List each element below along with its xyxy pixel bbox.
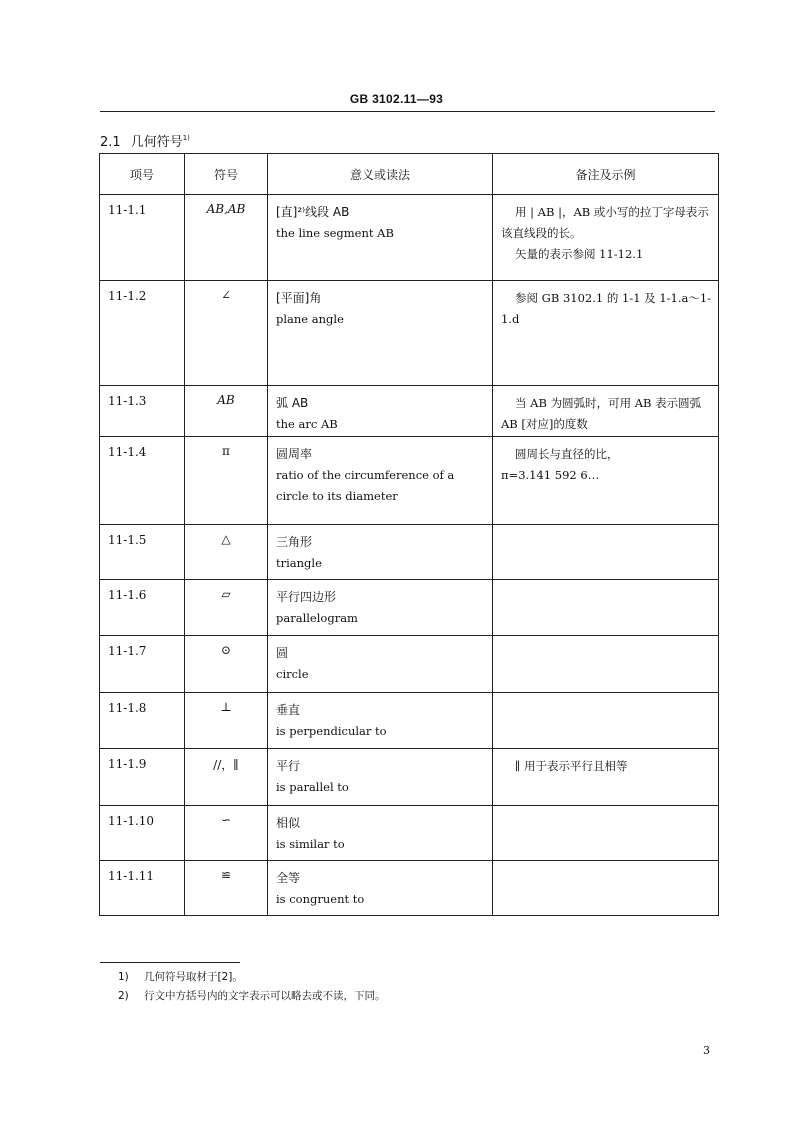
meaning-cell [268,861,493,916]
meaning-cell [268,386,493,437]
meaning-chinese: 垂直 [276,703,301,717]
meaning-chinese: 平行四边形 [276,590,337,604]
table-row [100,525,719,580]
symbol-cell [185,636,268,693]
meaning-chinese: 圆 [276,646,289,660]
meaning-chinese: 三角形 [276,535,313,549]
note-line: 圆周长与直径的比， [515,447,619,461]
note-line: 矢量的表示参阅 11-12.1 [515,247,644,261]
section-number: 2.1 [100,135,121,150]
note-line: 用 | AB |，AB 或小写的拉丁字母表示该直线段的长。 [501,205,709,240]
table-row [100,386,719,437]
footnote-text: 几何符号取材于[2]。 [144,971,243,983]
symbol: ⊥ [220,700,232,714]
meaning-cell [268,437,493,525]
note-line: ∥ 用于表示平行且相等 [515,759,628,773]
symbol-cell [185,386,268,437]
meaning-english: plane angle [276,312,344,326]
item-number: 11-1.11 [100,861,185,916]
symbol: AB [217,393,235,407]
notes-cell [493,195,719,281]
notes-cell [493,861,719,916]
symbol: ▱ [221,587,231,601]
meaning-english: ratio of the circumference of a circle to its diameter [276,468,455,503]
notes-cell [493,749,719,806]
meaning-cell [268,281,493,386]
notes-cell [493,525,719,580]
note-line: 当 AB 为圆弧时，可用 AB 表示圆弧 AB [对应]的度数 [501,396,702,431]
meaning-chinese: 相似 [276,816,301,830]
meaning-chinese: 全等 [276,871,301,885]
notes-cell [493,281,719,386]
note-line: 参阅 GB 3102.1 的 1-1 及 1-1.a～1-1.d [501,291,712,326]
symbol: ≌ [220,868,232,882]
meaning-chinese: [直]²⁾线段 AB [276,205,350,219]
meaning-chinese: [平面]角 [276,291,322,305]
footnote [118,988,386,1003]
symbol: △ [221,532,231,546]
section-footnote-mark: 1) [182,134,190,142]
symbol-cell [185,281,268,386]
table-row [100,195,719,281]
meaning-chinese: 圆周率 [276,447,313,461]
geometry-symbols-table [99,153,719,916]
notes-cell [493,580,719,636]
symbol-cell [185,195,268,281]
symbol-cell [185,693,268,749]
meaning-english: is perpendicular to [276,724,387,738]
symbol-cell [185,525,268,580]
section-title-text: 几何符号 [130,135,183,150]
table-row [100,749,719,806]
table-row [100,636,719,693]
footnote-number: 2) [118,990,129,1002]
symbol: ⊙ [220,643,232,657]
meaning-english: circle [276,667,309,681]
column-header-symbol: 符号 [185,154,268,195]
meaning-english: triangle [276,556,322,570]
symbol: π [222,444,230,458]
meaning-cell [268,636,493,693]
meaning-english: parallelogram [276,611,358,625]
item-number: 11-1.7 [100,636,185,693]
meaning-cell [268,806,493,861]
table-row [100,580,719,636]
table-row [100,806,719,861]
section-title [100,131,190,150]
column-header-item: 项号 [100,154,185,195]
page-number: 3 [703,1044,710,1057]
symbol-cell [185,749,268,806]
meaning-cell [268,749,493,806]
meaning-english: is parallel to [276,780,349,794]
item-number: 11-1.1 [100,195,185,281]
footnote-divider [100,962,240,963]
item-number: 11-1.6 [100,580,185,636]
notes-cell [493,636,719,693]
footnote-text: 行文中方括号内的文字表示可以略去或不读，下同。 [144,990,386,1002]
column-header-notes: 备注及示例 [493,154,719,195]
notes-cell [493,806,719,861]
notes-cell [493,693,719,749]
symbol-cell [185,580,268,636]
meaning-english: is similar to [276,837,345,851]
table-row [100,693,719,749]
column-header-meaning: 意义或读法 [268,154,493,195]
table-row [100,281,719,386]
symbol-cell [185,861,268,916]
symbol: AB,AB [206,202,246,216]
table-row [100,437,719,525]
item-number: 11-1.3 [100,386,185,437]
item-number: 11-1.4 [100,437,185,525]
meaning-cell [268,525,493,580]
notes-cell [493,437,719,525]
meaning-english: is congruent to [276,892,365,906]
note-line: π=3.141 592 6… [501,468,600,482]
item-number: 11-1.9 [100,749,185,806]
table-header-row [100,154,719,195]
footnote [118,969,243,984]
meaning-chinese: 平行 [276,759,301,773]
meaning-cell [268,195,493,281]
item-number: 11-1.8 [100,693,185,749]
symbol: ∠ [220,288,232,302]
symbol: ∽ [220,813,232,827]
table-row [100,861,719,916]
symbol-cell [185,806,268,861]
meaning-cell [268,580,493,636]
notes-cell [493,386,719,437]
meaning-english: the arc AB [276,417,338,431]
header-divider [100,111,715,112]
meaning-english: the line segment AB [276,226,394,240]
meaning-cell [268,693,493,749]
item-number: 11-1.5 [100,525,185,580]
symbol: //，∥ [213,758,239,772]
meaning-chinese: 弧 AB [276,396,309,410]
item-number: 11-1.2 [100,281,185,386]
item-number: 11-1.10 [100,806,185,861]
document-header: GB 3102.11—93 [349,92,444,106]
footnote-number: 1) [118,971,129,983]
symbol-cell [185,437,268,525]
